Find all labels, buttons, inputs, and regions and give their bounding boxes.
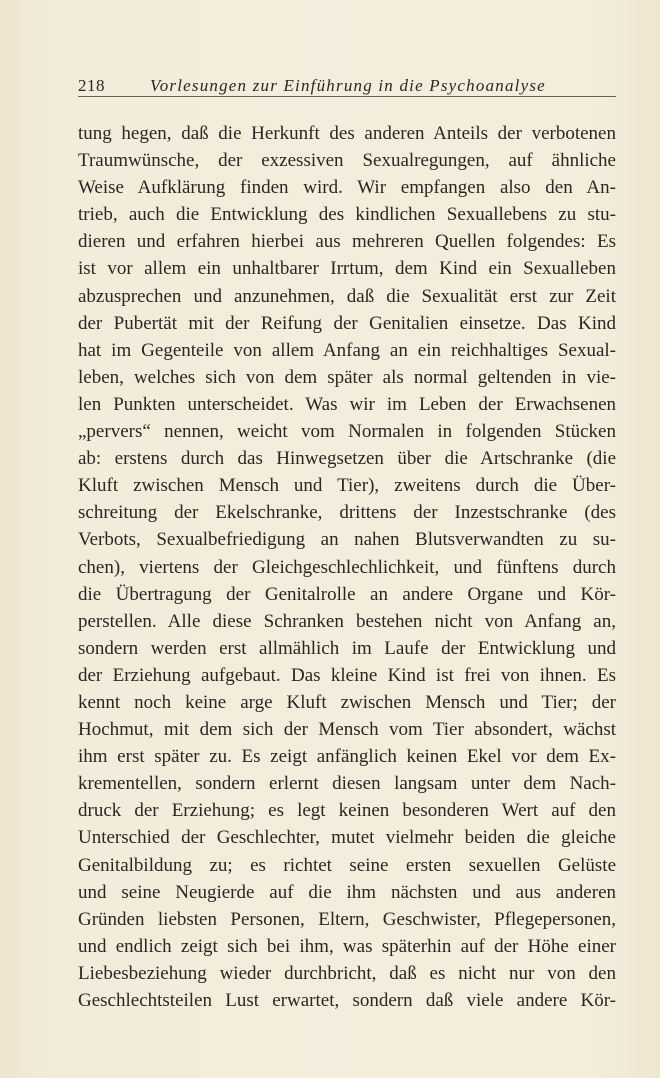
text-line: Weise Aufklärung finden wird. Wir empfangen also den An-	[78, 177, 616, 199]
text-line: Genitalbildung zu; es richtet seine ersten sexuellen Gelüste	[78, 854, 616, 876]
text-line: „pervers“ nennen, weicht vom Normalen in folgenden Stücken	[78, 421, 616, 443]
running-title: Vorlesungen zur Einführung in die Psychoanalyse	[150, 76, 546, 95]
text-line: die Übertragung der Genitalrolle an andere Organe und Kör-	[78, 583, 616, 605]
text-line: ist vor allem ein unhaltbarer Irrtum, dem Kind ein Sexualleben	[78, 258, 616, 280]
text-line: Traumwünsche, der exzessiven Sexualregungen, auf ähnliche	[78, 150, 616, 172]
text-line: Hochmut, mit dem sich der Mensch vom Tier absondert, wächst	[78, 719, 616, 741]
text-line: der Pubertät mit der Reifung der Genitalien einsetze. Das Kind	[78, 312, 616, 334]
text-line: sondern werden erst allmählich im Laufe der Entwicklung und	[78, 637, 616, 659]
text-line: len Punkten unterscheidet. Was wir im Leben der Erwachsenen	[78, 393, 616, 415]
text-line: trieb, auch die Entwicklung des kindlichen Sexuallebens zu stu-	[78, 204, 616, 226]
text-line: Verbots, Sexualbefriedigung an nahen Blutsverwandten zu su-	[78, 529, 616, 551]
page-header	[78, 74, 616, 97]
text-line: leben, welches sich von dem später als normal geltenden in vie-	[78, 366, 616, 388]
text-line: abzusprechen und anzunehmen, daß die Sexualität erst zur Zeit	[78, 285, 616, 307]
text-line: chen), viertens der Gleichgeschlechlichkeit, und fünftens durch	[78, 556, 616, 578]
body-text	[78, 120, 616, 1014]
text-line: Kluft zwischen Mensch und Tier), zweitens durch die Über-	[78, 475, 616, 497]
text-line: perstellen. Alle diese Schranken bestehen nicht von Anfang an,	[78, 610, 616, 632]
text-line: ab: erstens durch das Hinwegsetzen über die Artschranke (die	[78, 448, 616, 470]
text-line: Liebesbeziehung wieder durchbricht, daß es nicht nur von den	[78, 962, 616, 984]
text-line: und seine Neugierde auf die ihm nächsten und aus anderen	[78, 881, 616, 903]
text-line: schreitung der Ekelschranke, drittens der Inzestschranke (des	[78, 502, 616, 524]
text-line: ihm erst später zu. Es zeigt anfänglich keinen Ekel vor dem Ex-	[78, 746, 616, 768]
text-line: tung hegen, daß die Herkunft des anderen Anteils der verbotenen	[78, 123, 616, 144]
text-line: Unterschied der Geschlechter, mutet vielmehr beiden die gleiche	[78, 827, 616, 849]
text-line: dieren und erfahren hierbei aus mehreren Quellen folgendes: Es	[78, 231, 616, 253]
text-line: krementellen, sondern erlernt diesen langsam unter dem Nach-	[78, 773, 616, 795]
text-line: der Erziehung aufgebaut. Das kleine Kind ist frei von ihnen. Es	[78, 664, 616, 686]
text-line: kennt noch keine arge Kluft zwischen Mensch und Tier; der	[78, 691, 616, 713]
text-line: druck der Erziehung; es legt keinen besonderen Wert auf den	[78, 800, 616, 822]
text-line: Gründen liebsten Personen, Eltern, Geschwister, Pflegepersonen,	[78, 908, 616, 930]
text-line: hat im Gegenteile von allem Anfang an ein reichhaltiges Sexual-	[78, 339, 616, 361]
text-line: und endlich zeigt sich bei ihm, was späterhin auf der Höhe einer	[78, 935, 616, 957]
page-number: 218	[78, 76, 105, 95]
text-line: Geschlechtsteilen Lust erwartet, sondern daß viele andere Kör-	[78, 990, 616, 1011]
